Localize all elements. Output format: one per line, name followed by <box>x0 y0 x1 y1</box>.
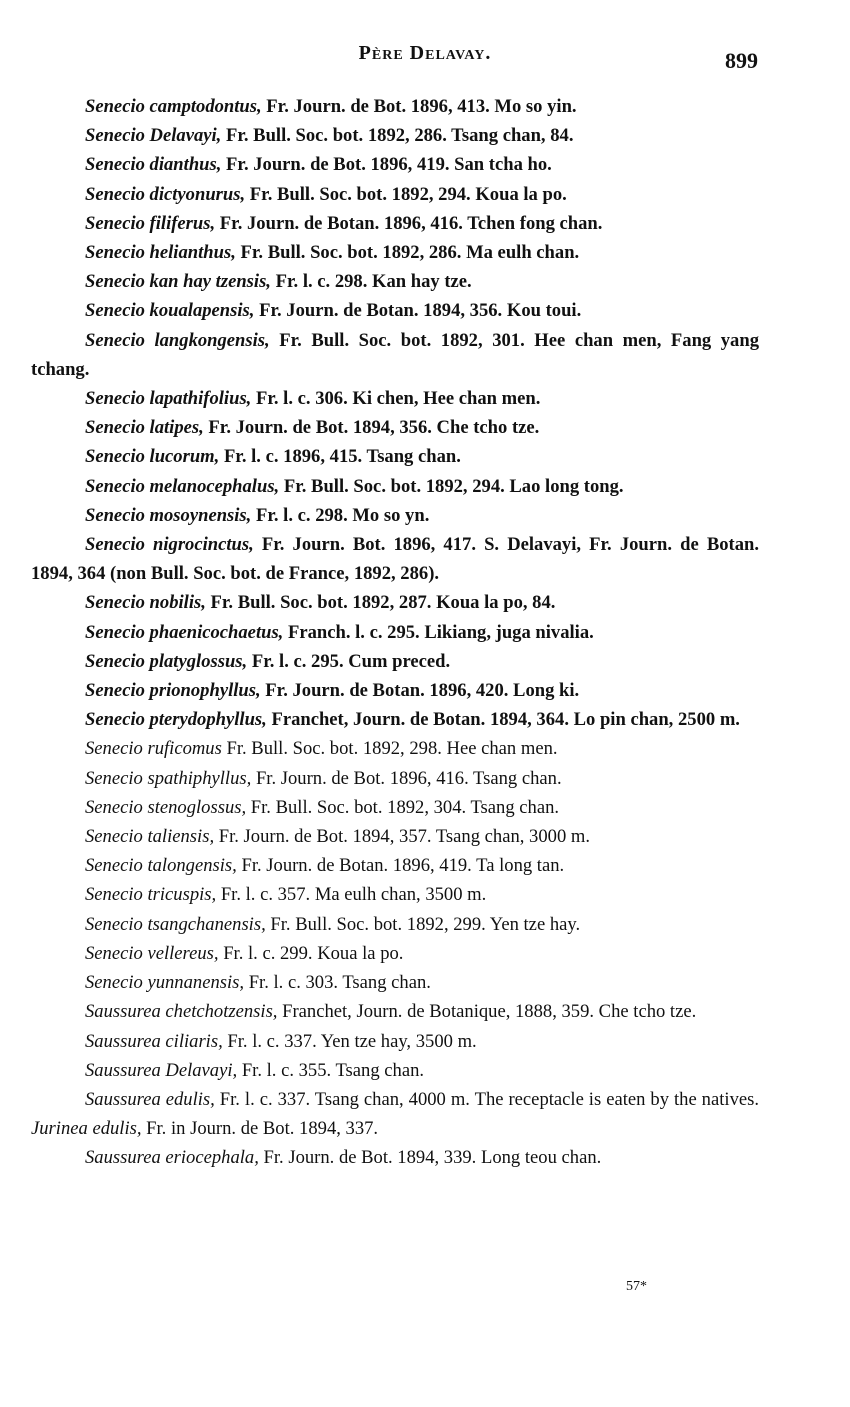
species-name: Senecio tricuspis, <box>85 884 217 906</box>
species-citation: Franchet, Journ. de Botanique, 1888, 359. Che tcho tze. <box>277 1001 697 1023</box>
species-name: Senecio camptodontus, <box>85 96 262 117</box>
species-citation: Fr. Bull. Soc. bot. 1892, 287. Koua la po, 84. <box>205 592 556 614</box>
species-name: Senecio Delavayi, <box>85 125 222 147</box>
species-entry <box>31 501 759 530</box>
species-citation: Fr. l. c. 298. Kan hay tze. <box>270 271 472 293</box>
species-name: Senecio langkongensis, <box>85 329 270 351</box>
species-name: Senecio taliensis, <box>85 826 215 848</box>
species-entry <box>31 1056 759 1085</box>
species-entry <box>31 92 759 121</box>
species-name: Senecio talongensis, <box>85 855 237 877</box>
species-name: Senecio spathiphyllus, <box>85 767 252 789</box>
species-entry <box>31 121 759 150</box>
species-citation: Fr. l. c. 299. Koua la po. <box>218 942 404 964</box>
species-entry <box>31 296 759 325</box>
species-name: Saussurea edulis, <box>85 1088 215 1110</box>
species-entry <box>31 705 759 734</box>
species-citation: Fr. Journ. de Bot. 1894, 356. Che tcho tze. <box>203 417 540 439</box>
species-citation: Fr. l. c. 306. Ki chen, Hee chan men. <box>251 388 541 410</box>
species-name: Saussurea chetchotzensis, <box>85 1001 278 1023</box>
species-name: Senecio melanocephalus, <box>85 475 280 497</box>
species-citation: Fr. Bull. Soc. bot. 1892, 301. Hee chan men, Fang yang tchang. <box>31 329 759 380</box>
species-name: Senecio pterydophyllus, <box>85 709 267 731</box>
species-name: Senecio lapathifolius, <box>85 388 252 410</box>
signature-mark: 57* <box>626 1279 647 1294</box>
species-entry <box>31 326 759 384</box>
species-name: Senecio kan hay tzensis, <box>85 271 271 293</box>
species-entry <box>31 676 759 705</box>
species-entry <box>31 822 759 851</box>
species-entry <box>31 793 759 822</box>
species-name: Saussurea Delavayi, <box>85 1059 238 1081</box>
species-name: Senecio tsangchanensis, <box>85 913 266 935</box>
species-entry <box>31 209 759 238</box>
species-entry <box>31 968 759 997</box>
species-name: Senecio yunnanensis, <box>85 972 245 994</box>
species-name: Senecio prionophyllus, <box>85 680 261 702</box>
species-name: Senecio koualapensis, <box>85 300 255 322</box>
species-citation: Fr. Bull. Soc. bot. 1892, 294. Koua la po. <box>245 183 567 205</box>
species-citation: Fr. Journ. de Bot. 1894, 339. Long teou chan. <box>258 1147 602 1169</box>
species-citation: Fr. l. c. 337. Tsang chan, 4000 m. The receptacle is eaten by the natives. <box>214 1088 759 1110</box>
species-citation: Fr. Journ. de Botan. 1896, 420. Long ki. <box>260 680 580 702</box>
species-citation: Fr. l. c. 1896, 415. Tsang chan. <box>219 446 461 468</box>
species-citation: Fr. Bull. Soc. bot. 1892, 298. Hee chan men. <box>221 738 558 760</box>
species-citation: Fr. Journ. de Bot. 1896, 419. San tcha ho. <box>221 154 552 176</box>
species-citation: Fr. Bull. Soc. bot. 1892, 294. Lao long tong. <box>279 475 624 497</box>
species-name: Senecio ruficomus <box>85 738 222 760</box>
species-name: Senecio filiferus, <box>85 212 216 234</box>
species-citation: Fr. Bull. Soc. bot. 1892, 286. Ma eulh chan. <box>235 242 580 264</box>
species-citation-synonym: Fr. in Journ. de Bot. 1894, 337. <box>141 1118 379 1140</box>
species-list <box>31 92 759 1173</box>
species-name: Saussurea ciliaris, <box>85 1030 223 1052</box>
species-name: Senecio dianthus, <box>85 154 222 176</box>
species-citation: Fr. Journ. de Botan. 1896, 419. Ta long tan. <box>236 855 565 877</box>
species-citation: Franch. l. c. 295. Likiang, juga nivalia. <box>283 621 594 643</box>
species-entry <box>31 413 759 442</box>
page-number: 899 <box>725 48 758 73</box>
species-citation: Fr. l. c. 303. Tsang chan. <box>244 972 431 994</box>
species-citation: Fr. Journ. Bot. 1896, 417. S. Delavayi, Fr. Journ. de Botan. 1894, 364 (non Bull. Soc. bot. de France, 1892, 286). <box>31 534 759 585</box>
species-name: Saussurea eriocephala, <box>85 1147 259 1169</box>
species-entry <box>31 910 759 939</box>
species-citation: Fr. Bull. Soc. bot. 1892, 304. Tsang chan. <box>246 796 560 818</box>
species-entry <box>31 150 759 179</box>
species-entry <box>31 442 759 471</box>
species-entry <box>31 734 759 763</box>
species-entry <box>31 267 759 296</box>
species-entry <box>31 1085 759 1143</box>
species-name: Senecio lucorum, <box>85 446 220 468</box>
species-citation: Fr. l. c. 337. Yen tze hay, 3500 m. <box>222 1030 477 1052</box>
species-entry <box>31 384 759 413</box>
species-name: Senecio phaenicochaetus, <box>85 621 284 643</box>
species-citation: Fr. Journ. de Bot. 1896, 413. Mo so yin. <box>261 96 577 117</box>
species-name: Senecio helianthus, <box>85 242 236 264</box>
species-entry <box>31 851 759 880</box>
species-name: Senecio nobilis, <box>85 592 206 614</box>
species-entry <box>31 997 759 1026</box>
species-entry <box>31 472 759 501</box>
species-name: Senecio platyglossus, <box>85 650 248 672</box>
species-entry <box>31 880 759 909</box>
species-citation: Fr. l. c. 295. Cum preced. <box>247 650 451 672</box>
species-citation: Fr. Bull. Soc. bot. 1892, 286. Tsang chan, 84. <box>221 125 574 147</box>
species-citation: Franchet, Journ. de Botan. 1894, 364. Lo pin chan, 2500 m. <box>266 709 740 731</box>
species-entry <box>31 1143 759 1172</box>
species-citation: Fr. Journ. de Bot. 1896, 416. Tsang chan. <box>251 767 562 789</box>
species-name: Senecio vellereus, <box>85 942 219 964</box>
species-entry <box>31 618 759 647</box>
species-citation: Fr. Journ. de Botan. 1894, 356. Kou toui. <box>254 300 582 322</box>
species-citation: Fr. Journ. de Bot. 1894, 357. Tsang chan, 3000 m. <box>214 826 591 848</box>
species-entry <box>31 180 759 209</box>
running-title: Père Delavay. <box>358 42 492 64</box>
species-name: Senecio stenoglossus, <box>85 796 247 818</box>
species-name: Senecio mosoynensis, <box>85 504 252 526</box>
species-entry <box>31 939 759 968</box>
species-name: Senecio nigrocinctus, <box>85 534 254 556</box>
species-citation: Fr. l. c. 357. Ma eulh chan, 3500 m. <box>216 884 487 906</box>
species-entry <box>31 1027 759 1056</box>
species-entry <box>31 764 759 793</box>
species-entry <box>31 530 759 588</box>
species-citation: Fr. Bull. Soc. bot. 1892, 299. Yen tze hay. <box>265 913 581 935</box>
species-name: Senecio latipes, <box>85 417 204 439</box>
species-name: Senecio dictyonurus, <box>85 183 246 205</box>
species-entry <box>31 647 759 676</box>
species-citation: Fr. l. c. 355. Tsang chan. <box>237 1059 425 1081</box>
species-citation: Fr. l. c. 298. Mo so yn. <box>251 504 430 526</box>
species-citation: Fr. Journ. de Botan. 1896, 416. Tchen fong chan. <box>215 212 603 234</box>
species-entry <box>31 588 759 617</box>
species-name-synonym: Jurinea edulis, <box>31 1118 142 1140</box>
species-entry <box>31 238 759 267</box>
